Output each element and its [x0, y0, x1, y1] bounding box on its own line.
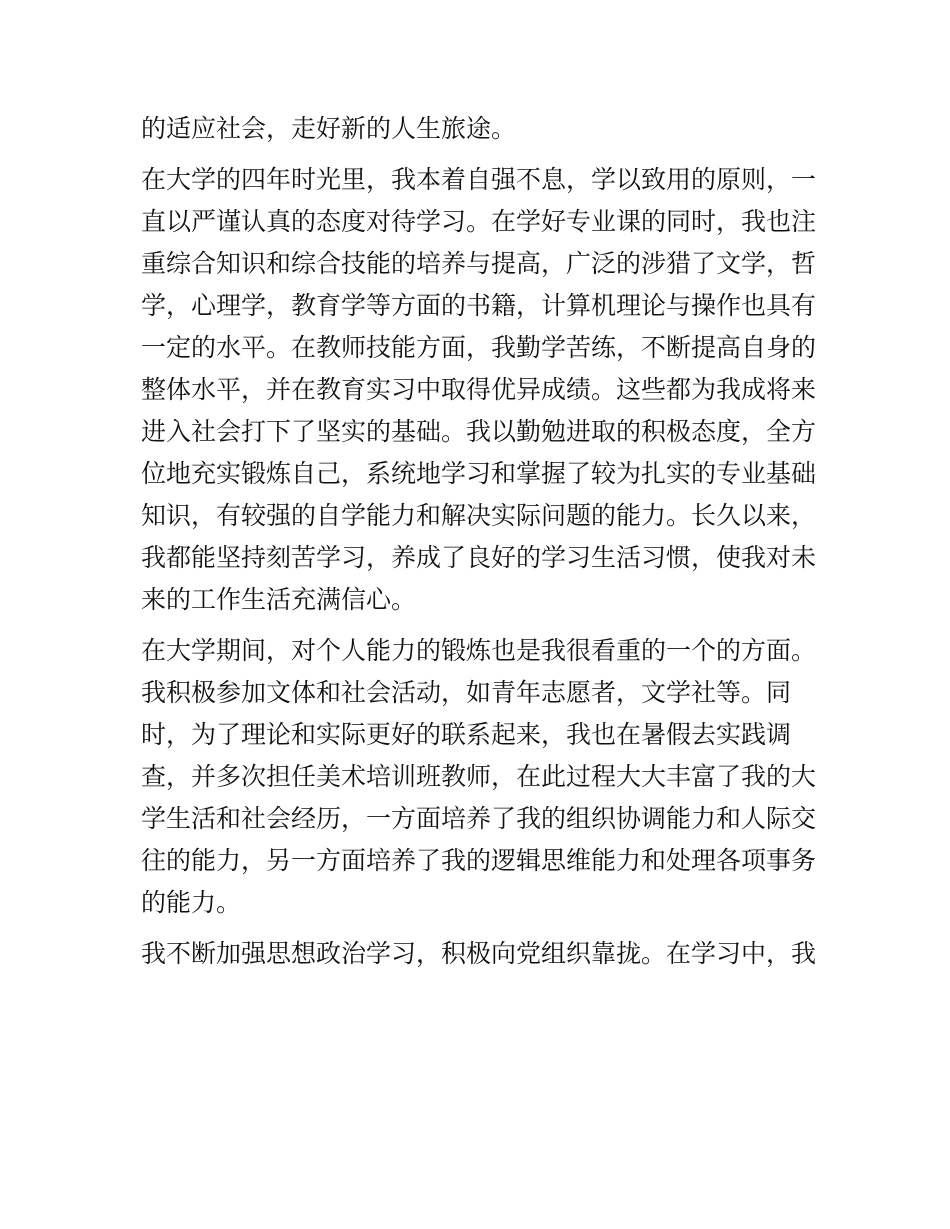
text-line: 的适应社会，走好新的人生旅途。 [141, 114, 517, 143]
text-line: 学，心理学，教育学等方面的书籍，计算机理论与操作也具有 [141, 291, 817, 320]
text-line: 直以严谨认真的态度对待学习。在学好专业课的同时，我也注 [141, 207, 817, 236]
text-line: 我积极参加文体和社会活动，如青年志愿者，文学社等。同 [141, 678, 792, 707]
text-line: 我不断加强思想政治学习，积极向党组织靠拢。在学习中，我 [141, 939, 817, 968]
text-line: 我都能坚持刻苦学习，养成了良好的学习生活习惯，使我对未 [141, 543, 817, 572]
text-line: 往的能力，另一方面培养了我的逻辑思维能力和处理各项事务 [141, 846, 817, 875]
text-line: 在大学期间，对个人能力的锻炼也是我很看重的一个的方面。 [141, 636, 817, 665]
text-line: 的能力。 [141, 888, 242, 917]
paragraph-2 [141, 159, 821, 621]
text-line: 在大学的四年时光里，我本着自强不息，学以致用的原则，一 [141, 165, 817, 194]
text-line: 进入社会打下了坚实的基础。我以勤勉进取的积极态度，全方 [141, 417, 817, 446]
text-line: 一定的水平。在教师技能方面，我勤学苦练，不断提高自身的 [141, 333, 817, 362]
text-line: 学生活和社会经历，一方面培养了我的组织协调能力和人际交 [141, 804, 817, 833]
paragraph-1 [141, 108, 821, 150]
document-body [141, 108, 821, 975]
paragraph-3 [141, 630, 821, 924]
text-line: 来的工作生活充满信心。 [141, 585, 417, 614]
text-line: 重综合知识和综合技能的培养与提高，广泛的涉猎了文学，哲 [141, 249, 817, 278]
paragraph-4 [141, 933, 821, 975]
text-line: 位地充实锻炼自己，系统地学习和掌握了较为扎实的专业基础 [141, 459, 817, 488]
text-line: 知识，有较强的自学能力和解决实际问题的能力。长久以来， [141, 501, 817, 530]
text-line: 查，并多次担任美术培训班教师，在此过程大大丰富了我的大 [141, 762, 817, 791]
text-line: 时，为了理论和实际更好的联系起来，我也在暑假去实践调 [141, 720, 792, 749]
text-line: 整体水平，并在教育实习中取得优异成绩。这些都为我成将来 [141, 375, 817, 404]
